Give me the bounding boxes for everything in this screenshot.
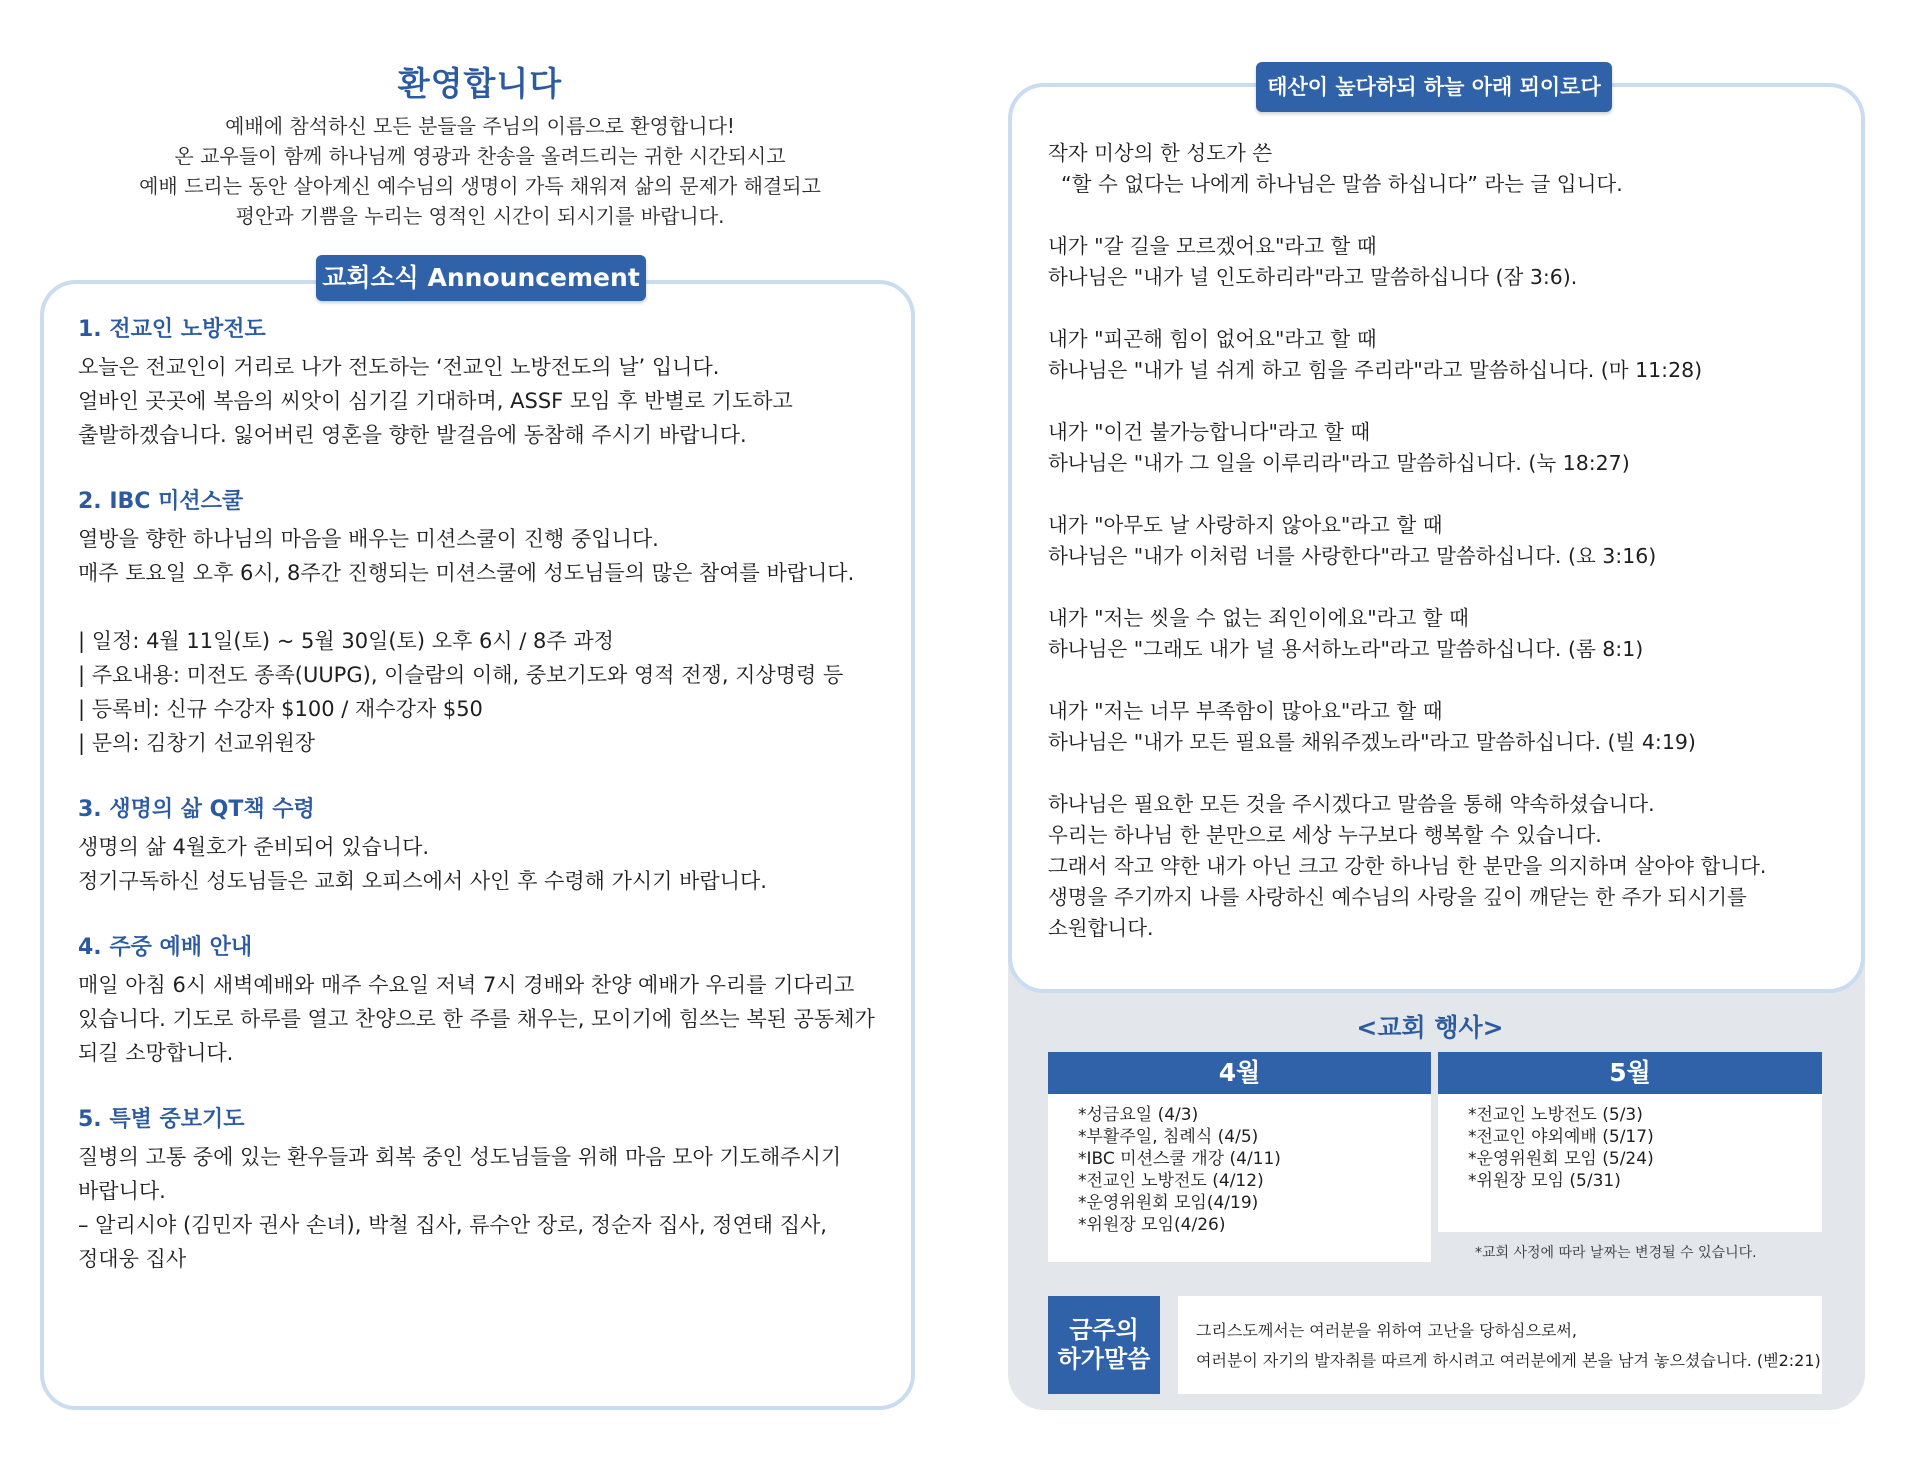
poem-stanza — [1048, 417, 1848, 479]
event-item: *부활주일, 침례식 (4/5) — [1078, 1127, 1259, 1147]
section-heading: 4. 주중 예배 안내 — [78, 935, 253, 960]
events-may-column — [1438, 1052, 1822, 1232]
poem-stanza — [1048, 696, 1848, 758]
announcement-section — [78, 932, 908, 1070]
announcement-section — [78, 1104, 908, 1276]
section-text: 되길 소망합니다. — [78, 1041, 234, 1065]
poem-line: 내가 "저는 너무 부족함이 많아요"라고 할 때 — [1048, 699, 1443, 723]
event-item: *전교인 야외예배 (5/17) — [1468, 1127, 1654, 1147]
event-item: *성금요일 (4/3) — [1078, 1105, 1199, 1125]
events-may-list — [1438, 1094, 1822, 1192]
section-text: 질병의 고통 중에 있는 환우들과 회복 중인 성도님들을 위해 마음 모아 기도해주시기 — [78, 1145, 842, 1169]
welcome-line: 예배에 참석하신 모든 분들을 주님의 이름으로 환영합니다! — [225, 114, 735, 138]
event-item: *운영위원회 모임(4/19) — [1078, 1193, 1259, 1213]
poem-line: 생명을 주기까지 나를 사랑하신 예수님의 사랑을 깊이 깨닫는 한 주가 되시기를 — [1048, 885, 1747, 909]
poem-line: 내가 "이건 불가능합니다"라고 할 때 — [1048, 420, 1371, 444]
poem-title: 태산이 높다하되 하늘 아래 뫼이로다 — [1256, 62, 1612, 112]
section-text: 생명의 삶 4월호가 준비되어 있습니다. — [78, 835, 430, 859]
spacer — [78, 590, 908, 624]
section-heading: 2. IBC 미션스쿨 — [78, 489, 244, 514]
events-april-header: 4월 — [1048, 1052, 1431, 1094]
poem-line: 하나님은 "내가 널 쉬게 하고 힘을 주리라"라고 말씀하십니다. (마 11:28) — [1048, 358, 1703, 382]
section-text: 열방을 향한 하나님의 마음을 배우는 미션스쿨이 진행 중입니다. — [78, 527, 659, 551]
welcome-line: 평안과 기쁨을 누리는 영적인 시간이 되시기를 바랍니다. — [235, 204, 725, 228]
poem-stanza — [1048, 603, 1848, 665]
poem-line: 우리는 하나님 한 분만으로 세상 누구보다 행복할 수 있습니다. — [1048, 823, 1602, 847]
section-heading: 5. 특별 중보기도 — [78, 1107, 245, 1132]
verse-label — [1048, 1296, 1160, 1394]
verse-text — [1178, 1296, 1822, 1394]
section-text: 매주 토요일 오후 6시, 8주간 진행되는 미션스쿨에 성도님들의 많은 참여를 바랍니다. — [78, 561, 855, 585]
event-item: *전교인 노방전도 (4/12) — [1078, 1171, 1264, 1191]
section-detail: | 문의: 김창기 선교위원장 — [78, 731, 316, 755]
poem-line: 하나님은 "내가 이처럼 너를 사랑한다"라고 말씀하십니다. (요 3:16) — [1048, 544, 1657, 568]
section-text: – 알리시야 (김민자 권사 손녀), 박철 집사, 류수안 장로, 정순자 집사, 정연태 집사, — [78, 1213, 827, 1237]
section-text: 있습니다. 기도로 하루를 열고 찬양으로 한 주를 채우는, 모이기에 힘쓰는 복된 공동체가 — [78, 1007, 875, 1031]
welcome-line: 온 교우들이 함께 하나님께 영광과 찬송을 올려드리는 귀한 시간되시고 — [174, 144, 786, 168]
events-note: *교회 사정에 따라 날짜는 변경될 수 있습니다. — [1475, 1245, 1757, 1261]
poem-stanza — [1048, 789, 1848, 944]
poem-line: 소원합니다. — [1048, 916, 1154, 940]
poem-stanza — [1048, 138, 1848, 200]
event-item: *위원장 모임(4/26) — [1078, 1215, 1226, 1235]
verse-label-line: 금주의 — [1069, 1316, 1139, 1344]
announcement-title: 교회소식 Announcement — [316, 255, 646, 301]
announcement-section — [78, 314, 908, 452]
poem-stanza — [1048, 324, 1848, 386]
announcement-section — [78, 486, 908, 760]
welcome-line: 예배 드리는 동안 살아계신 예수님의 생명이 가득 채워져 삶의 문제가 해결되고 — [139, 174, 821, 198]
verse-line: 여러분이 자기의 발자취를 따르게 하시려고 여러분에게 본을 남겨 놓으셨습니다. (벧2:21) — [1196, 1351, 1821, 1370]
events-april-column — [1048, 1052, 1431, 1262]
welcome-title: 환영합니다 — [397, 64, 563, 103]
events-may-header: 5월 — [1438, 1052, 1822, 1094]
announcement-content — [78, 314, 908, 1310]
section-detail: | 주요내용: 미전도 종족(UUPG), 이슬람의 이해, 중보기도와 영적 전쟁, 지상명령 등 — [78, 663, 844, 687]
section-text: 오늘은 전교인이 거리로 나가 전도하는 ‘전교인 노방전도의 날’ 입니다. — [78, 355, 720, 379]
poem-line: 내가 "저는 씻을 수 없는 죄인이에요"라고 할 때 — [1048, 606, 1469, 630]
poem-line: 그래서 작고 약한 내가 아닌 크고 강한 하나님 한 분만을 의지하며 살아야 합니다. — [1048, 854, 1767, 878]
announcement-section — [78, 794, 908, 898]
section-text: 정대웅 집사 — [78, 1247, 187, 1271]
poem-line: 하나님은 "내가 그 일을 이루리라"라고 말씀하십니다. (눅 18:27) — [1048, 451, 1630, 475]
events-title: <교회 행사> — [1356, 1013, 1504, 1042]
poem-line: 내가 "피곤해 힘이 없어요"라고 할 때 — [1048, 327, 1377, 351]
section-text: 매일 아침 6시 새벽예배와 매주 수요일 저녁 7시 경배와 찬양 예배가 우리를 기다리고 — [78, 973, 855, 997]
poem-line: 하나님은 필요한 모든 것을 주시겠다고 말씀을 통해 약속하셨습니다. — [1048, 792, 1655, 816]
section-text: 바랍니다. — [78, 1179, 166, 1203]
section-heading: 1. 전교인 노방전도 — [78, 317, 266, 342]
poem-line: 내가 "갈 길을 모르겠어요"라고 할 때 — [1048, 234, 1377, 258]
event-item: *IBC 미션스쿨 개강 (4/11) — [1078, 1149, 1281, 1169]
event-item: *위원장 모임 (5/31) — [1468, 1171, 1621, 1191]
section-text: 정기구독하신 성도님들은 교회 오피스에서 사인 후 수령해 가시기 바랍니다. — [78, 869, 767, 893]
verse-label-line: 하가말씀 — [1057, 1345, 1151, 1373]
poem-line: 하나님은 "내가 모든 필요를 채워주겠노라"라고 말씀하십니다. (빌 4:19) — [1048, 730, 1696, 754]
welcome-section — [100, 58, 860, 231]
section-detail: | 일정: 4월 11일(토) ~ 5월 30일(토) 오후 6시 / 8주 과정 — [78, 629, 614, 653]
poem-line: 하나님은 "그래도 내가 널 용서하노라"라고 말씀하십니다. (롬 8:1) — [1048, 637, 1644, 661]
section-heading: 3. 생명의 삶 QT책 수령 — [78, 797, 315, 822]
poem-line: 내가 "아무도 날 사랑하지 않아요"라고 할 때 — [1048, 513, 1443, 537]
poem-content — [1048, 138, 1848, 975]
poem-stanza — [1048, 510, 1848, 572]
event-item: *운영위원회 모임 (5/24) — [1468, 1149, 1654, 1169]
poem-line: “할 수 없다는 나에게 하나님은 말씀 하십니다” 라는 글 입니다. — [1048, 172, 1623, 196]
verse-line: 그리스도께서는 여러분을 위하여 고난을 당하심으로써, — [1196, 1321, 1577, 1340]
event-item: *전교인 노방전도 (5/3) — [1468, 1105, 1643, 1125]
poem-line: 하나님은 "내가 널 인도하리라"라고 말씀하십니다 (잠 3:6). — [1048, 265, 1578, 289]
section-text: 출발하겠습니다. 잃어버린 영혼을 향한 발걸음에 동참해 주시기 바랍니다. — [78, 423, 747, 447]
section-detail: | 등록비: 신규 수강자 $100 / 재수강자 $50 — [78, 697, 483, 721]
section-text: 얼바인 곳곳에 복음의 씨앗이 심기길 기대하며, ASSF 모임 후 반별로 기도하고 — [78, 389, 793, 413]
poem-stanza — [1048, 231, 1848, 293]
poem-line: 작자 미상의 한 성도가 쓴 — [1048, 141, 1273, 165]
events-april-list — [1048, 1094, 1431, 1236]
